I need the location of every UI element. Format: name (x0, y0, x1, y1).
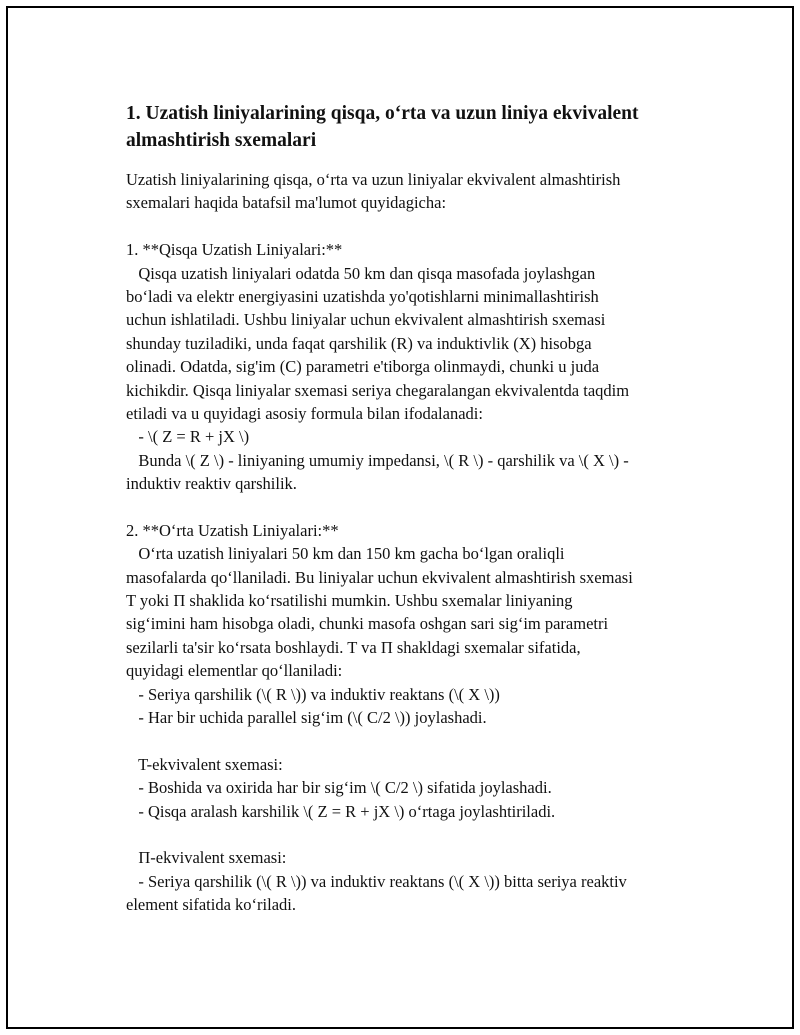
text-line: 1. **Qisqa Uzatish Liniyalari:** (126, 240, 343, 260)
text-line: olinadi. Odatda, sig'im (C) parametri e'tiborga olinmaydi, chunki u juda (126, 357, 600, 377)
text-line: element sifatida ko‘riladi. (126, 895, 296, 915)
text-line: quyidagi elementlar qo‘llaniladi: (126, 661, 343, 681)
text-line: bo‘ladi va elektr energiyasini uzatishda yo'qotishlarni minimallashtirish (126, 286, 599, 306)
blank-line (126, 495, 706, 518)
page-frame (6, 6, 794, 1029)
text-line: - \( Z = R + jX \) (126, 427, 250, 447)
text-line: - Seriya qarshilik (\( R \)) va induktiv reaktans (\( X \)) (126, 684, 500, 704)
text-line: induktiv reaktiv qarshilik. (126, 474, 297, 494)
text-line: kichikdir. Qisqa liniyalar sxemasi seriya chegaralangan ekvivalentda taqdim (126, 380, 630, 400)
section-heading (126, 100, 706, 154)
text-line: 2. **O‘rta Uzatish Liniyalari:** (126, 520, 339, 540)
text-line: etiladi va u quyidagi asosiy formula bilan ifodalanadi: (126, 403, 483, 423)
text-line: Π-ekvivalent sxemasi: (126, 848, 287, 868)
text-line: shunday tuziladiki, unda faqat qarshilik (R) va induktivlik (X) hisobga (126, 333, 592, 353)
text-line: masofalarda qo‘llaniladi. Bu liniyalar uchun ekvivalent almashtirish sxemasi (126, 567, 633, 587)
text-line: sig‘imini ham hisobga oladi, chunki masofa oshgan sari sig‘im parametri (126, 614, 609, 634)
blank-line (126, 729, 706, 752)
text-line: T-ekvivalent sxemasi: (126, 754, 283, 774)
text-line: T yoki Π shaklida ko‘rsatilishi mumkin. Ushbu sxemalar liniyaning (126, 591, 573, 611)
heading-line: 1. Uzatish liniyalarining qisqa, o‘rta va uzun liniya ekvivalent (126, 103, 639, 124)
text-line: - Har bir uchida parallel sig‘im (\( C/2 \)) joylashadi. (126, 707, 487, 727)
text-line: - Boshida va oxirida har bir sig‘im \( C/2 \) sifatida joylashadi. (126, 778, 552, 798)
text-line: sezilarli ta'sir ko‘rsata boshlaydi. T va Π shakldagi sxemalar sifatida, (126, 637, 581, 657)
text-line: - Qisqa aralash karshilik \( Z = R + jX \) o‘rtaga joylashtiriladi. (126, 801, 556, 821)
text-line: Bunda \( Z \) - liniyaning umumiy impedansi, \( R \) - qarshilik va \( X \) - (126, 450, 629, 470)
text-line: sxemalari haqida batafsil ma'lumot quyidagicha: (126, 193, 447, 213)
text-line: Qisqa uzatish liniyalari odatda 50 km dan qisqa masofada joylashgan (126, 263, 596, 283)
text-line: uchun ishlatiladi. Ushbu liniyalar uchun ekvivalent almashtirish sxemasi (126, 310, 606, 330)
blank-line (126, 823, 706, 846)
text-line: - Seriya qarshilik (\( R \)) va induktiv reaktans (\( X \)) bitta seriya reaktiv (126, 871, 627, 891)
document-content (126, 100, 706, 917)
text-line: Uzatish liniyalarining qisqa, o‘rta va uzun liniyalar ekvivalent almashtirish (126, 170, 621, 189)
heading-line: almashtirish sxemalari (126, 130, 317, 151)
text-line: O‘rta uzatish liniyalari 50 km dan 150 km gacha bo‘lgan oraliqli (126, 544, 565, 564)
blank-line (126, 215, 706, 238)
body-text (126, 168, 706, 917)
